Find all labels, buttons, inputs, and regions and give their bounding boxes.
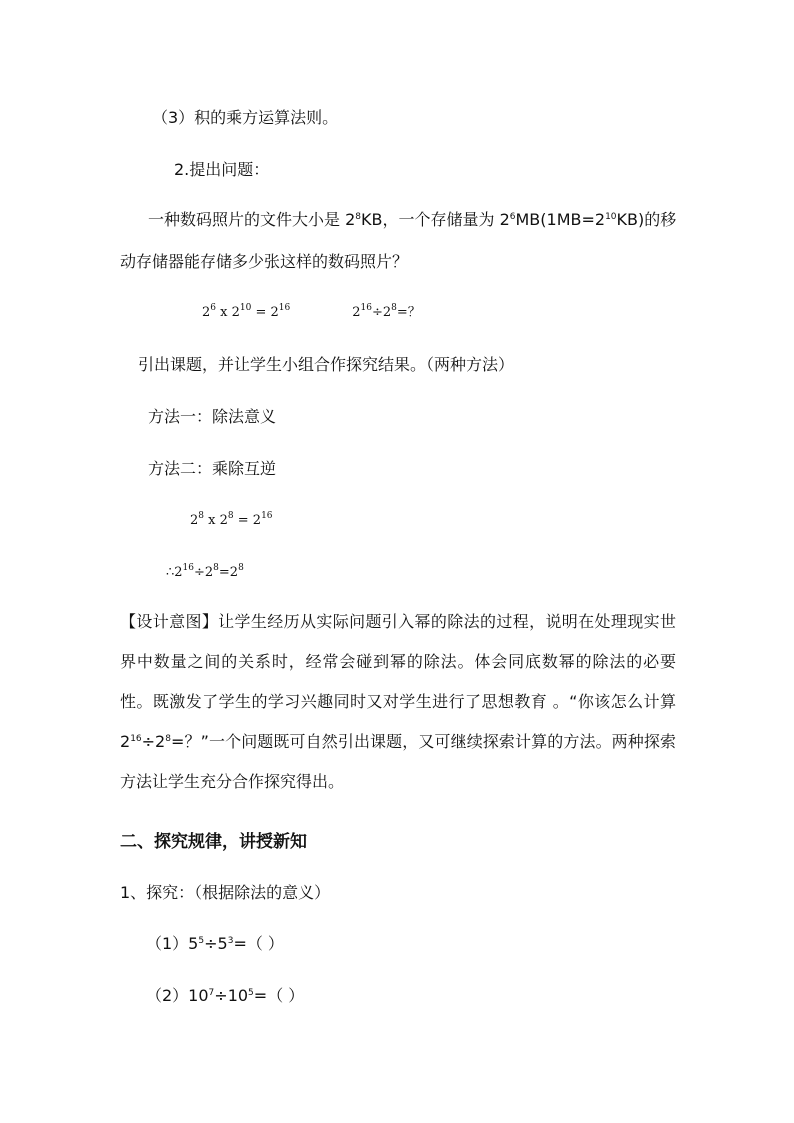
exercise-text: ÷5 <box>204 934 228 953</box>
equation-3 <box>166 563 244 583</box>
eq-term: 2 <box>202 305 211 320</box>
eq-term: =？ <box>396 305 421 320</box>
eq-term: ÷2 <box>371 305 392 320</box>
eq-term: 2 <box>352 305 361 320</box>
superscript: 16 <box>261 511 273 521</box>
eq-term: = 2 <box>251 305 279 320</box>
superscript: 8 <box>213 563 219 573</box>
method-2-line <box>148 459 276 479</box>
intro-topic-text: 引出课题，并让学生小组合作探究结果。（两种方法） <box>138 355 515 374</box>
design-intent-paragraph <box>120 602 676 802</box>
eq-term: = 2 <box>233 513 262 528</box>
explore-line <box>120 883 330 903</box>
superscript: 8 <box>198 511 205 521</box>
design-text-a: 【设计意图】让学生经历从实际问题引入幂的除法的过程，说明在处理现实世界中数量之间的关系时，经常会碰到幂的除法。体会同底数幂的除法的必要性。既激发了学生的学习兴趣同时又对学生进行了思想教育 。“你该怎么计算 2 <box>120 612 676 751</box>
item-3-text: （3）积的乘方运算法则。 <box>152 108 339 127</box>
eq-term: =2 <box>218 565 239 580</box>
exercise-text: （1）5 <box>146 934 199 953</box>
superscript: 8 <box>227 511 234 521</box>
problem-text-b: KB，一个存储量为 2 <box>361 210 510 229</box>
section-heading <box>120 832 307 852</box>
superscript: 8 <box>238 563 244 573</box>
eq-term: x 2 <box>216 305 240 320</box>
superscript: 16 <box>278 303 291 313</box>
superscript: 16 <box>130 734 142 744</box>
explore-text: 1、探究：（根据除法的意义） <box>120 883 331 902</box>
superscript: 6 <box>210 303 217 313</box>
eq-term: 2 <box>190 513 199 528</box>
method-2-text: 方法二：乘除互逆 <box>148 459 277 478</box>
problem-line-1 <box>148 210 676 230</box>
problem-text-a: 一种数码照片的文件大小是 2 <box>148 210 356 229</box>
superscript: 10 <box>605 212 617 222</box>
item-3-line <box>152 108 338 128</box>
superscript: 5 <box>198 936 205 946</box>
exercise-blank: =（ ） <box>233 934 284 953</box>
superscript: 10 <box>239 303 252 313</box>
superscript: 6 <box>509 212 516 222</box>
method-1-line <box>148 407 276 427</box>
intro-topic-line <box>138 355 514 375</box>
eq-term: ÷2 <box>194 565 214 580</box>
superscript: 7 <box>208 988 215 998</box>
superscript: 8 <box>355 212 362 222</box>
problem-text-line2: 动存储器能存储多少张这样的数码照片？ <box>120 252 409 271</box>
equation-1 <box>202 303 421 323</box>
superscript: 16 <box>182 563 194 573</box>
superscript: 8 <box>165 734 171 744</box>
superscript: 8 <box>391 303 397 313</box>
problem-text-c: MB(1MB=2 <box>515 210 606 229</box>
problem-text-d: KB)的移 <box>616 210 677 229</box>
raise-question-heading <box>174 160 269 180</box>
eq-term: x 2 <box>204 513 228 528</box>
exercise-blank: =（ ） <box>253 986 305 1005</box>
method-1-text: 方法一：除法意义 <box>148 407 277 426</box>
exercise-text: （2）10 <box>146 986 209 1005</box>
equation-2 <box>190 511 273 531</box>
superscript: 5 <box>248 988 254 998</box>
exercise-2 <box>146 986 304 1006</box>
eq-term: ∴2 <box>166 565 183 580</box>
design-text-b: ÷2 <box>141 732 166 751</box>
exercise-text: ÷10 <box>214 986 249 1005</box>
design-text-c: =？”一个问题既可自然引出课题，又可继续探索计算的方法。两种探索方法让学生充分合作探究得出。 <box>120 732 676 791</box>
exercise-1 <box>146 934 284 954</box>
problem-line-2 <box>120 252 408 272</box>
section-heading-text: 二、探究规律，讲授新知 <box>120 832 307 852</box>
raise-question-text: 2.提出问题： <box>174 160 270 179</box>
superscript: 16 <box>360 303 372 313</box>
superscript: 3 <box>227 936 234 946</box>
